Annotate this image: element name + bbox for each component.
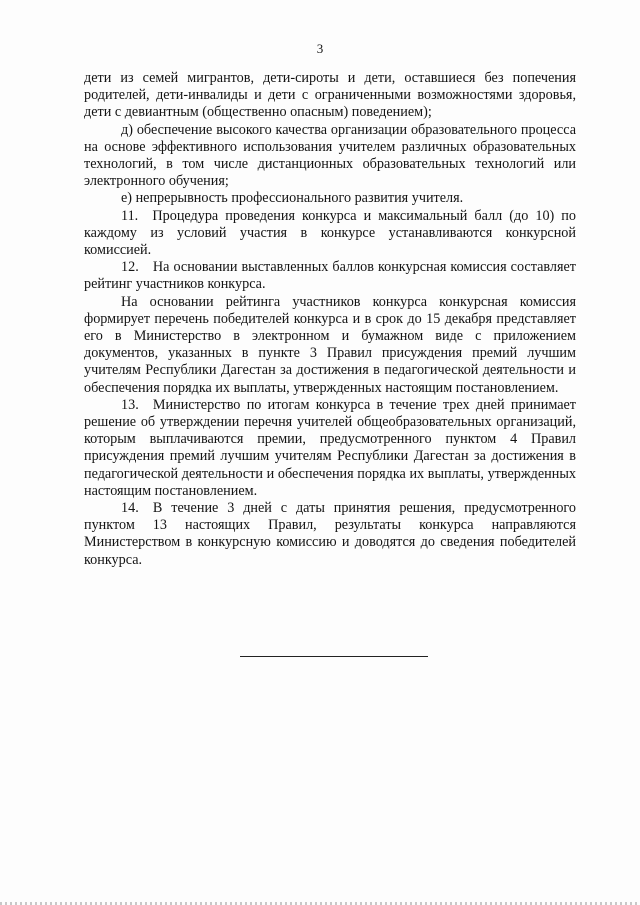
closing-separator-line xyxy=(240,656,428,657)
paragraph-12: 12. На основании выставленных баллов конкурсная комиссия составляет рейтинг участников конкурса. xyxy=(84,259,576,293)
document-body xyxy=(84,70,576,569)
page-number: 3 xyxy=(316,41,324,56)
paragraph-12-continuation: На основании рейтинга участников конкурса конкурсная комиссия формирует перечень победителей конкурса и в срок до 15 декабря представляет его в Министерство в электронном и бумажном виде с приложением документов, указанных в пункте 3 Правил присуждения премий лучшим учителям Республики Дагестан за достижения в педагогической деятельности и обеспечения порядка их выплаты, утвержденных настоящим постановлением. xyxy=(84,293,576,396)
paragraph-item-d: д) обеспечение высокого качества организации образовательного процесса на основе эффективного использования учителем различных образовательных технологий, в том числе дистанционных образовательных технологий или электронного обучения; xyxy=(84,121,576,190)
paragraph-item-e: е) непрерывность профессионального развития учителя. xyxy=(121,190,464,207)
paragraph-continuation: дети из семей мигрантов, дети-сироты и дети, оставшиеся без попечения родителей, дети-инвалиды и дети с ограниченными возможностями здоровья, дети с девиантным (общественно опасным) поведением); xyxy=(84,70,576,121)
paragraph-13: 13. Министерство по итогам конкурса в течение трех дней принимает решение об утверждении перечня учителей общеобразовательных организаций, которым выплачиваются премии, предусмотренного пунктом 4 Правил присуждения премий лучшим учителям Республики Дагестан за достижения в педагогической деятельности и обеспечения порядка их выплаты, утвержденных настоящим постановлением. xyxy=(84,396,576,499)
paragraph-14: 14. В течение 3 дней с даты принятия решения, предусмотренного пунктом 13 настоящих Правил, результаты конкурса направляются Министерством в конкурсную комиссию и доводятся до сведения победителей конкурса. xyxy=(84,500,576,568)
paragraph-11: 11. Процедура проведения конкурса и максимальный балл (до 10) по каждому из условий участия в конкурсе устанавливаются конкурсной комиссией. xyxy=(84,207,576,259)
